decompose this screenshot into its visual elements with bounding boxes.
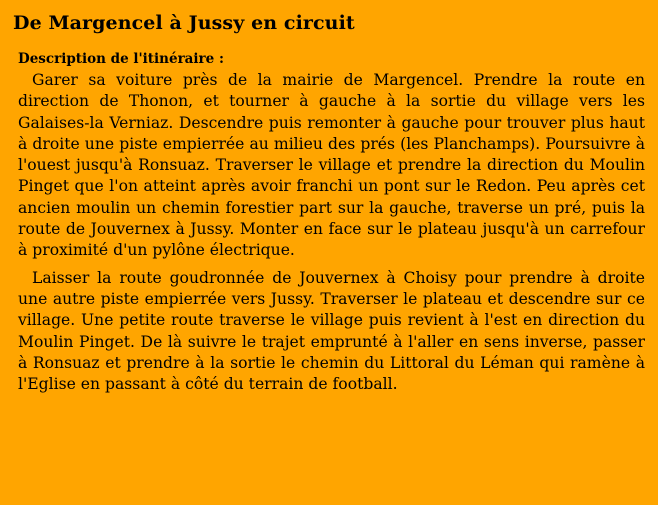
itinerary-description (13, 50, 645, 395)
page-title: De Margencel à Jussy en circuit (13, 12, 355, 34)
paragraph-2: Laisser la route goudronnée de Jouvernex à Choisy pour prendre à droite une autre piste empierrée vers Jussy. Traverser le plateau et descendre sur ce village. Une petite route traverse le village puis revient à l'est en direction du Moulin Pinget. De là suivre le trajet emprunté à l'aller en sens inverse, passer à Ronsuaz et prendre à la sortie le chemin du Littoral du Léman qui ramène à l'Eglise en passant à côté du terrain de football. (18, 268, 645, 394)
paragraph-1: Garer sa voiture près de la mairie de Margencel. Prendre la route en direction de Thonon, et tourner à gauche à la sortie du village vers les Galaises-la Verniaz. Descendre puis remonter à gauche pour trouver plus haut à droite une piste empierrée au milieu des prés (les Planchamps). Poursuivre à l'ouest jusqu'à Ronsuaz. Traverser le village et prendre la direction du Moulin Pinget que l'on atteint après avoir franchi un pont sur le Redon. Peu après cet ancien moulin un chemin forestier part sur la gauche, traverse un pré, puis la route de Jouvernex à Jussy. Monter en face sur le plateau jusqu'à un carrefour à proximité d'un pylône électrique. (18, 71, 645, 260)
section-heading: Description de l'itinéraire : (18, 51, 224, 67)
